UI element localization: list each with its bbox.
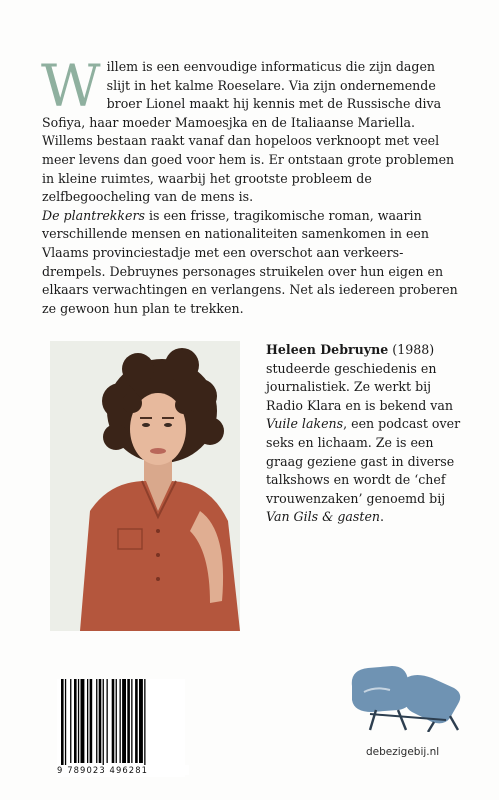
blurb-text-1: illem is een eenvoudige informaticus die zijn dagen slijt in het kalme Roeselare. Via zijn ondernemende broer Lionel maakt hij kennis met de Russische diva Sofiya, haar moeder Mamoesjka en de Italiaanse Mariella. Willems bestaan raakt vanaf dan hopeloos verknoopt met veel meer levens dan goed voor hem is. Er ontstaan grote problemen in kleine ruimtes, waarbij het grootste probleem de zelfbegoocheling van de mens is. xyxy=(42,59,455,205)
barcode-bar xyxy=(61,679,64,769)
bio-text-3: . xyxy=(380,509,385,525)
barcode-bar xyxy=(135,679,138,763)
barcode-bar xyxy=(120,679,121,763)
barcode-bar xyxy=(116,679,117,763)
barcode-bar xyxy=(78,679,79,763)
barcode-bar xyxy=(131,679,132,763)
barcode-bar xyxy=(74,679,77,763)
blurb-paragraph-2 xyxy=(42,207,462,319)
isbn-barcode xyxy=(57,679,185,777)
barcode-bar xyxy=(107,679,108,763)
drop-cap: W xyxy=(41,52,101,120)
author-photo xyxy=(50,341,240,631)
barcode-bar xyxy=(144,679,145,769)
bio-text-2: , een podcast over seks en lichaam. Ze is een graag geziene gast in diverse talkshows en wordt de ‘chef vrouwenzaken’ genoemd bij xyxy=(266,416,461,506)
podcast-title: Vuile lakens xyxy=(266,416,344,432)
talkshow-title: Van Gils & gasten xyxy=(266,509,381,525)
book-title: De plantrekkers xyxy=(42,207,145,223)
barcode-bar xyxy=(81,679,85,763)
publisher-logo xyxy=(346,660,466,732)
barcode-bar xyxy=(127,679,130,763)
blurb-text-2: is een frisse, tragikomische roman, waarin verschillende mensen en nationaliteiten samenkomen in een Vlaams provinciestadje met een overschot aan verkeers-drempels. Debruynes personages struikelen over hun eigen en elkaars verwachtingen en verlangens. Net als iedereen proberen ze gewoon hun plan te trekken. xyxy=(42,207,458,316)
barcode-bar xyxy=(70,679,71,763)
author-year: (1988) xyxy=(388,342,435,357)
barcode-bar xyxy=(65,679,66,769)
blurb-paragraph-1 xyxy=(41,52,462,207)
author-bio xyxy=(266,341,466,527)
barcode-bar xyxy=(122,679,126,763)
book-blurb xyxy=(41,52,462,318)
barcode-bar xyxy=(103,679,104,769)
barcode-bar xyxy=(90,679,93,763)
barcode-bar xyxy=(99,679,102,763)
barcode-bar xyxy=(112,679,115,763)
author-bio-text xyxy=(266,341,466,527)
isbn-digits: 9 789023 496281 xyxy=(57,765,189,775)
barcode-bar xyxy=(96,679,97,763)
bio-text-1: studeerde geschiedenis en journalistiek. Ze werkt bij Radio Klara en is bekend van xyxy=(266,360,454,413)
barcode-bar xyxy=(87,679,88,763)
publisher-website: debezigebij.nl xyxy=(366,746,440,758)
barcode-bar xyxy=(139,679,143,763)
author-name: Heleen Debruyne xyxy=(266,342,389,357)
